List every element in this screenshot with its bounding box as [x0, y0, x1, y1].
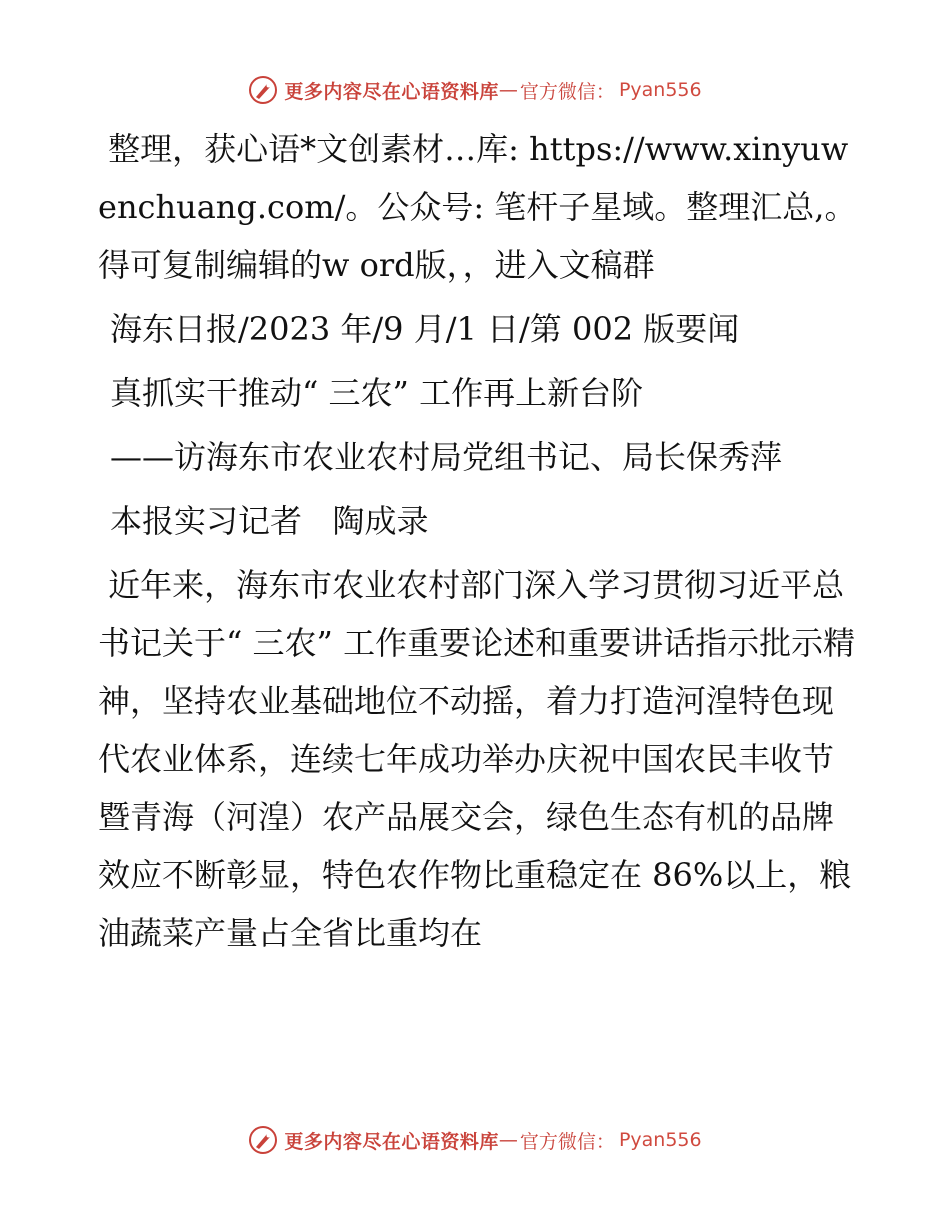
watermark-main-text: 更多内容尽在心语资料库 — [284, 80, 499, 103]
watermark-wechat-label: 官方微信： — [519, 80, 615, 103]
article-body-paragraph: 近年来，海东市农业农村部门深入学习贯彻习近平总书记关于“ 三农” 工作重要论述和重要讲话指示批示精神，坚持农业基础地位不动摇，着力打造河湟特色现代农业体系，连续七年成功举办庆祝中国农民丰收节暨青海（河湟）农产品展交会，绿色生态有机的品牌效应不断彰显，特色农作物比重稳定在 86%以上，粮油蔬菜产量占全省比重均在 — [98, 566, 856, 952]
article-title: 真抓实干推动“ 三农” 工作再上新台阶 — [110, 374, 644, 412]
pen-nib-logo-icon — [248, 1125, 278, 1155]
watermark-wechat-id: Pyan556 — [618, 1129, 702, 1151]
watermark-main-text: 更多内容尽在心语资料库 — [284, 1130, 499, 1153]
article-subtitle: ——访海东市农业农村局党组书记、局长保秀萍 — [110, 438, 783, 476]
watermark-separator: — — [498, 79, 518, 101]
header-watermark — [0, 70, 950, 110]
watermark-wechat-id: Pyan556 — [618, 79, 702, 101]
intro-paragraph: 整理，获心语*文创素材…库: https://www.xinyuwenchuang.com/。公众号: 笔杆子星域。整理汇总,。得可复制编辑的w ord版，，进入文稿群 — [98, 130, 857, 284]
article-dateline: 海东日报/2023 年/9 月/1 日/第 002 版要闻 — [110, 310, 740, 348]
watermark-separator: — — [498, 1129, 518, 1151]
document-body — [98, 120, 858, 962]
footer-watermark — [0, 1120, 950, 1160]
article-reporter: 本报实习记者 陶成录 — [110, 502, 429, 540]
watermark-wechat-label: 官方微信： — [519, 1130, 615, 1153]
pen-nib-logo-icon — [248, 75, 278, 105]
